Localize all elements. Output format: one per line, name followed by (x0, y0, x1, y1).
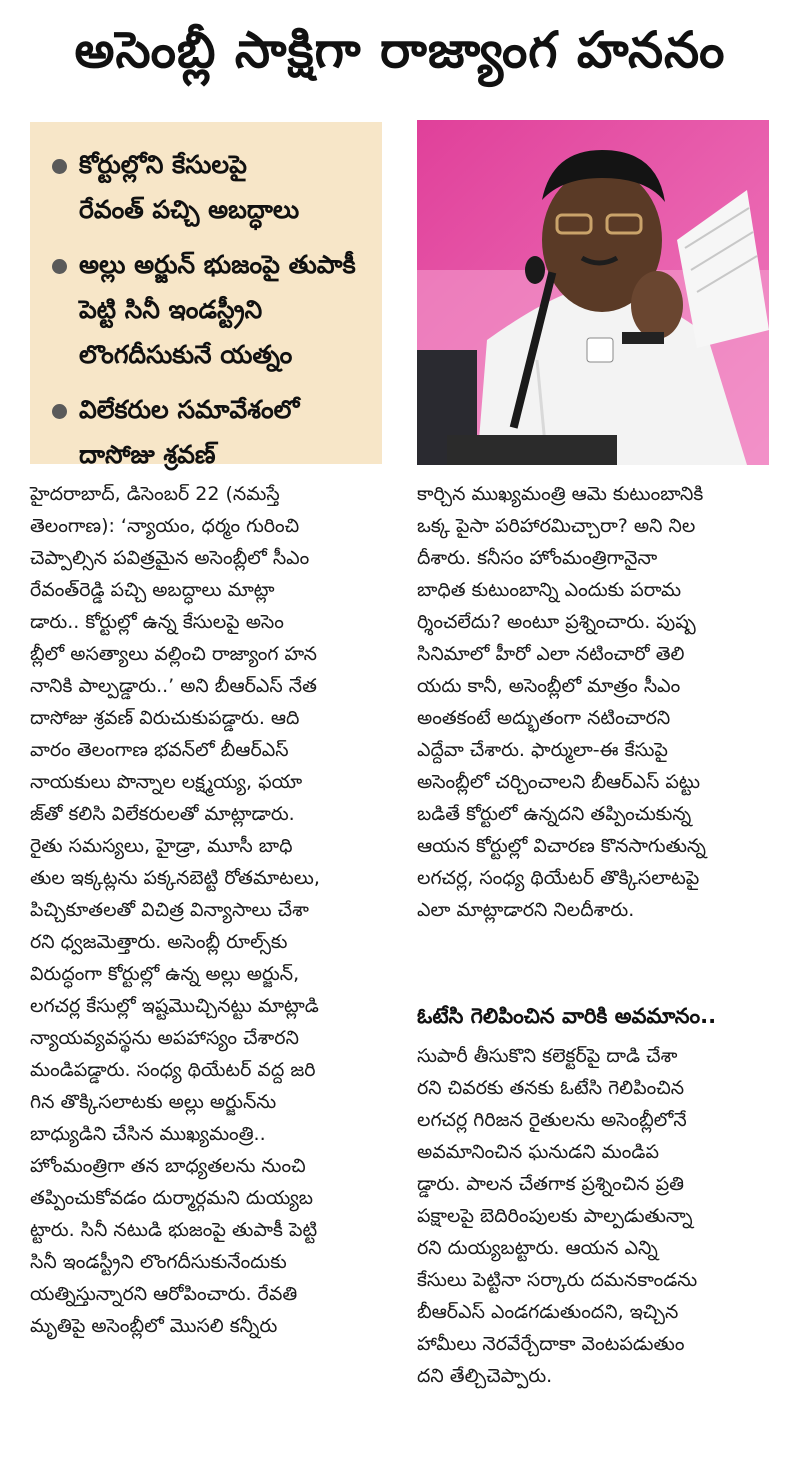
highlight-item (52, 387, 366, 477)
article-body-left: హైదరాబాద్, డిసెంబర్ 22 (నమస్తే తెలంగాణ): ‘న్యాయం, ధర్మం గురించి చెప్పాల్సిన పవిత్రమైన అసెంబ్లీలో సీఎం రేవంత్‌రెడ్డి పచ్చి అబద్ధాలు మాట్లా డారు.. కోర్టుల్లో ఉన్న కేసులపై అసెం బ్లీలో అసత్యాలు వల్లించి రాజ్యాంగ హన నానికి పాల్పడ్డారు..’ అని బీఆర్‌ఎస్ నేత దాసోజు శ్రవణ్ విరుచుకుపడ్డారు. ఆది వారం తెలంగాణ భవన్‌లో బీఆర్‌ఎస్ నాయకులు పొన్నాల లక్ష్మయ్య, ఫయా జ్‌తో కలిసి విలేకరులతో మాట్లాడారు. రైతు సమస్యలు, హైడ్రా, మూసీ బాధి తుల ఇక్కట్లను పక్కనబెట్టి రోతమాటలు, పిచ్చికూతలతో విచిత్ర విన్యాసాలు చేశా రని ధ్వజమెత్తారు. అసెంబ్లీ రూల్స్‌కు విరుద్ధంగా కోర్టుల్లో ఉన్న అల్లు అర్జున్, లగచర్ల కేసుల్లో ఇష్టమొచ్చినట్టు మాట్లాడి న్యాయవ్యవస్థను అపహాస్యం చేశారని మండిపడ్డారు. సంధ్య థియేటర్ వద్ద జరి గిన తొక్కిసలాటకు అల్లు అర్జున్‌ను బాధ్యుడిని చేసిన ముఖ్యమంత్రి.. హోంమంత్రిగా తన బాధ్యతలను నుంచి తప్పించుకోవడం దుర్మార్గమని దుయ్యబ ట్టారు. సినీ నటుడి భుజంపై తుపాకీ పెట్టి సినీ ఇండస్ట్రీని లొంగదీసుకునేందుకు యత్నిస్తున్నారని ఆరోపించారు. రేవతి మృతిపై అసెంబ్లీలో మొసలి కన్నీరు (30, 483, 320, 1337)
headline-bar (0, 0, 800, 112)
bullet-icon (52, 159, 67, 174)
article-column-left (30, 478, 382, 1342)
highlight-text: కోర్టుల్లోని కేసులపై రేవంత్ పచ్చి అబద్ధాలు (79, 150, 300, 224)
speaker-photo (417, 120, 769, 465)
subheading: ఓటేసి గెలిపించిన వారికి అవమానం.. (417, 1004, 717, 1028)
article-body-right-2: సుపారీ తీసుకొని కలెక్టర్‌పై దాడి చేశా రని చివరకు తనకు ఓటేసి గెలిపించిన లగచర్ల గిరిజన రైతులను అసెంబ్లీలోనే అవమానించిన ఘనుడని మండిప డ్డారు. పాలన చేతగాక ప్రశ్నించిన ప్రతి పక్షాలపై బెదిరింపులకు పాల్పడుతున్నా రని దుయ్యబట్టారు. ఆయన ఎన్ని కేసులు పెట్టినా సర్కారు దమనకాండను బీఆర్‌ఎస్ ఎండగడుతుందని, ఇచ్చిన హామీలు నెరవేర్చేదాకా వెంటపడుతుం దని తేల్చిచెప్పారు. (417, 1045, 698, 1387)
highlight-text: విలేకరుల సమావేశంలో దాసోజు శ్రవణ్ (79, 395, 300, 469)
article-column-right (417, 478, 769, 926)
article-column-right-2 (417, 1040, 769, 1392)
bullet-icon (52, 259, 67, 274)
highlights-box (30, 122, 382, 469)
bullet-icon (52, 404, 67, 419)
highlight-item (52, 242, 366, 377)
highlight-item (52, 142, 366, 232)
article-body-right: కార్చిన ముఖ్యమంత్రి ఆమె కుటుంబానికి ఒక్క పైసా పరిహారమిచ్చారా? అని నిల దీశారు. కనీసం హోంమంత్రిగానైనా బాధిత కుటుంబాన్ని ఎందుకు పరామ ర్శించలేదు? అంటూ ప్రశ్నించారు. పుష్ప సినిమాలో హీరో ఎలా నటించారో తెలి యదు కానీ, అసెంబ్లీలో మాత్రం సీఎం అంతకంటే అద్భుతంగా నటించారని ఎద్దేవా చేశారు. ఫార్ములా-ఈ కేసుపై అసెంబ్లీలో చర్చించాలని బీఆర్‌ఎస్ పట్టు బడితే కోర్టులో ఉన్నదని తప్పించుకున్న ఆయన కోర్టుల్లో విచారణ కొనసాగుతున్న లగచర్ల, సంధ్య థియేటర్ తొక్కిసలాటపై ఎలా మాట్లాడారని నిలదీశారు. (417, 483, 706, 921)
headline: అసెంబ్లీ సాక్షిగా రాజ్యాంగ హననం (74, 20, 726, 79)
highlight-text: అల్లు అర్జున్ భుజంపై తుపాకీ పెట్టి సినీ ఇండస్ట్రీని లొంగదీసుకునే యత్నం (79, 250, 356, 369)
